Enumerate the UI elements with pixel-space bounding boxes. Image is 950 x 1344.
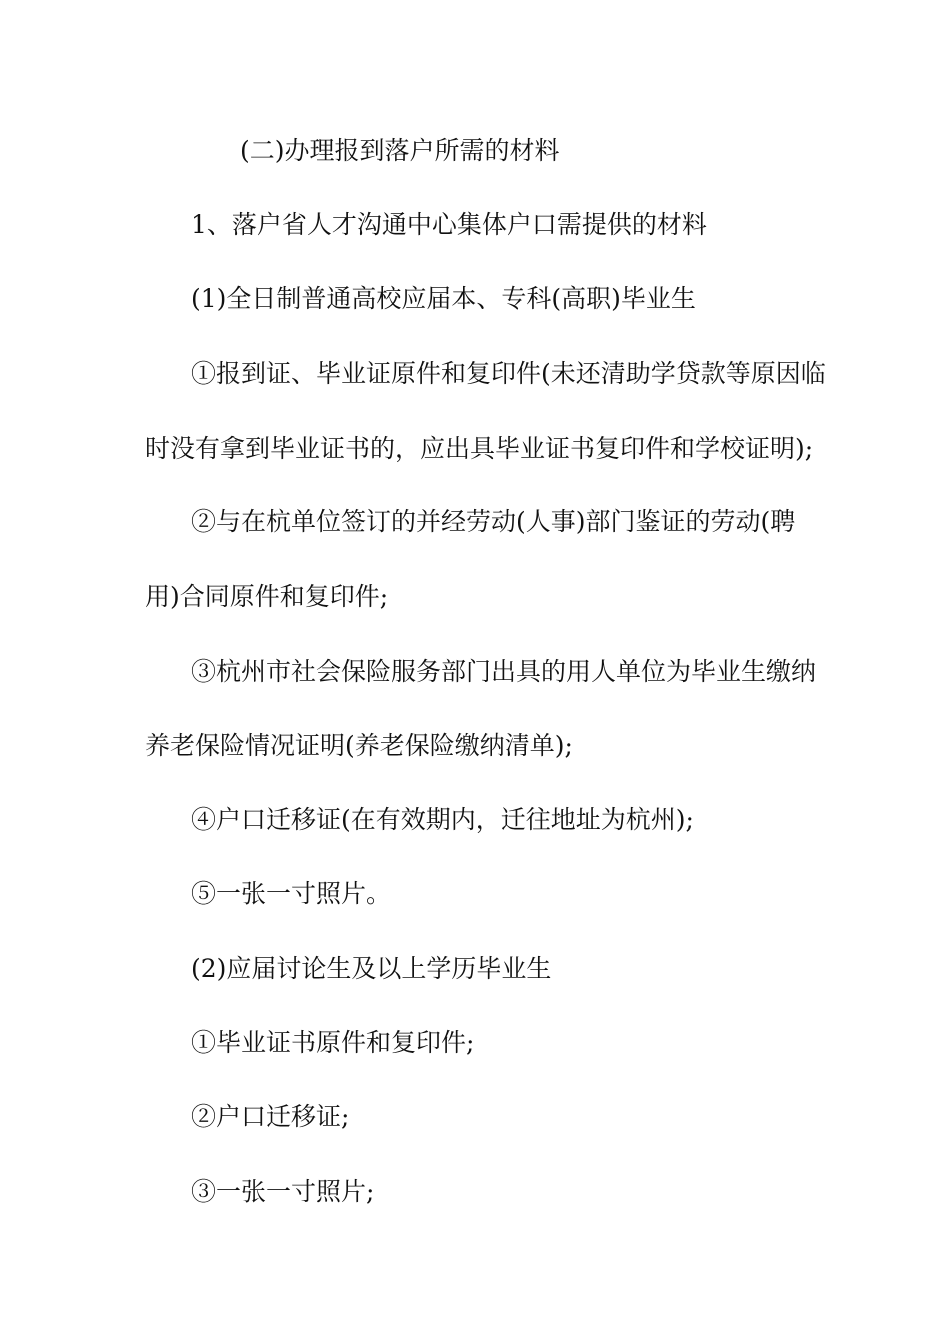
paragraph-line: ②与在杭单位签订的并经劳动(人事)部门鉴证的劳动(聘 <box>191 507 796 536</box>
item-heading: (2)应届讨论生及以上学历毕业生 <box>191 954 552 983</box>
paragraph-line: ⑤一张一寸照片。 <box>191 879 392 908</box>
paragraph-line: 养老保险情况证明(养老保险缴纳清单); <box>145 731 573 760</box>
paragraph-line: ③一张一寸照片; <box>191 1177 375 1206</box>
paragraph-line: 时没有拿到毕业证书的，应出具毕业证书复印件和学校证明); <box>145 434 814 463</box>
paragraph-line: ③杭州市社会保险服务部门出具的用人单位为毕业生缴纳 <box>191 657 817 686</box>
paragraph-line: 用)合同原件和复印件; <box>145 582 389 611</box>
paragraph-line: ①毕业证书原件和复印件; <box>191 1028 475 1057</box>
item-heading: (1)全日制普通高校应届本、专科(高职)毕业生 <box>191 284 696 313</box>
paragraph-line: ①报到证、毕业证原件和复印件(未还清助学贷款等原因临 <box>191 359 826 388</box>
subsection-heading: 1、落户省人才沟通中心集体户口需提供的材料 <box>191 210 707 239</box>
paragraph-line: ②户口迁移证; <box>191 1102 350 1131</box>
paragraph-line: ④户口迁移证(在有效期内，迁往地址为杭州); <box>191 805 694 834</box>
section-heading: (二)办理报到落户所需的材料 <box>240 136 560 165</box>
